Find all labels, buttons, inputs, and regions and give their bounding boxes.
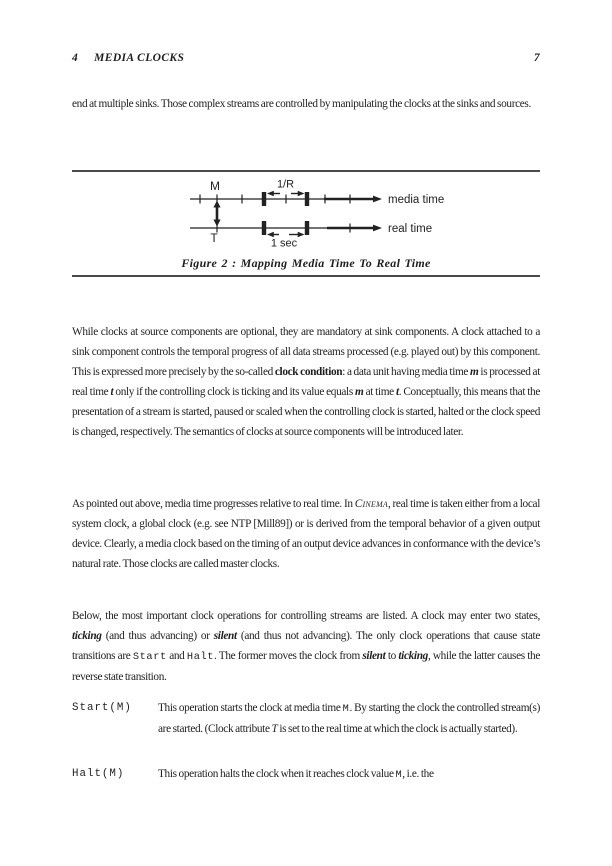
halt-operation-term: Halt(M) [72,768,125,780]
second-interval-label: 1 sec [270,237,298,250]
real-time-sources-paragraph: As pointed out above, media time progresses relative to real time. In Cinema, real time is taken either from a local system clock, a global clock (e.g. see NTP [Mill89]) or is derived from the temporal behavior of a given output device. Clearly, a media clock based on the timing of an output device advances in conformance with the device’s natural rate. Those clocks are called master clocks. [72,498,540,570]
timeline-diagram [72,175,540,254]
intro-paragraph: end at multiple sinks. Those complex streams are controlled by manipulating the clocks at the sinks and sources. [72,98,531,110]
media-point-label: M [210,179,220,193]
media-timeline [190,179,444,206]
rate-interval-annotation [267,179,305,197]
start-operation-term: Start(M) [72,702,132,714]
real-axis-arrowhead [373,225,382,232]
halt-operation-description: This operation halts the clock when it reaches clock value M, i.e. the [158,768,434,781]
mapping-arrow [213,201,220,227]
second-interval-annotation [267,232,305,250]
real-interval-start-mark [262,221,266,235]
definition-halt-operation [72,764,540,785]
real-point-label: T [210,231,218,245]
real-axis-label: real time [388,223,433,235]
start-operation-description: This operation starts the clock at media time M. By starting the clock the controlled stream(s) are started. (Clock attribute T is set to the real time at which the clock is actually started). [158,702,541,735]
media-interval-start-mark [262,192,266,206]
media-interval-end-mark [305,192,309,206]
running-header [72,52,540,64]
clock-operations-paragraph: Below, the most important clock operations for controlling streams are listed. A clock may enter two states, ticking (and thus advancing) or silent (and thus not advancing). The only clock operations that cause state transitions are Start and Halt. The former moves the clock from silent to ticking, while the latter causes the reverse state transition. [72,610,540,683]
definition-start-operation [72,698,540,739]
media-axis-arrowhead [373,196,382,203]
figure-mapping-media-time [72,170,540,277]
rate-interval-label: 1/R [276,178,295,191]
real-timeline [190,221,432,245]
section-number: 4 [72,52,79,64]
page-number: 7 [533,52,540,64]
figure-caption: Figure 2 : Mapping Media Time To Real Time [181,256,431,270]
media-axis-label: media time [388,194,445,206]
section-heading [72,52,184,64]
real-interval-end-mark [305,221,309,235]
mapping-arrow-up-head [213,201,220,208]
clock-condition-paragraph: While clocks at source components are optional, they are mandatory at sink components. A clock attached to a sink component controls the temporal progress of all data streams processed (e.g. played out) by this component. This is expressed more precisely by the so-called clock condition: a data unit having media time m is processed at real time t only if the controlling clock is ticking and its value equals m at time t. Conceptually, this means that the presentation of a stream is started, paused or scaled when the controlling clock is started, halted or the clock speed is changed, respectively. The semantics of clocks at source components will be introduced later. [72,326,540,438]
section-title: MEDIA CLOCKS [94,52,185,64]
